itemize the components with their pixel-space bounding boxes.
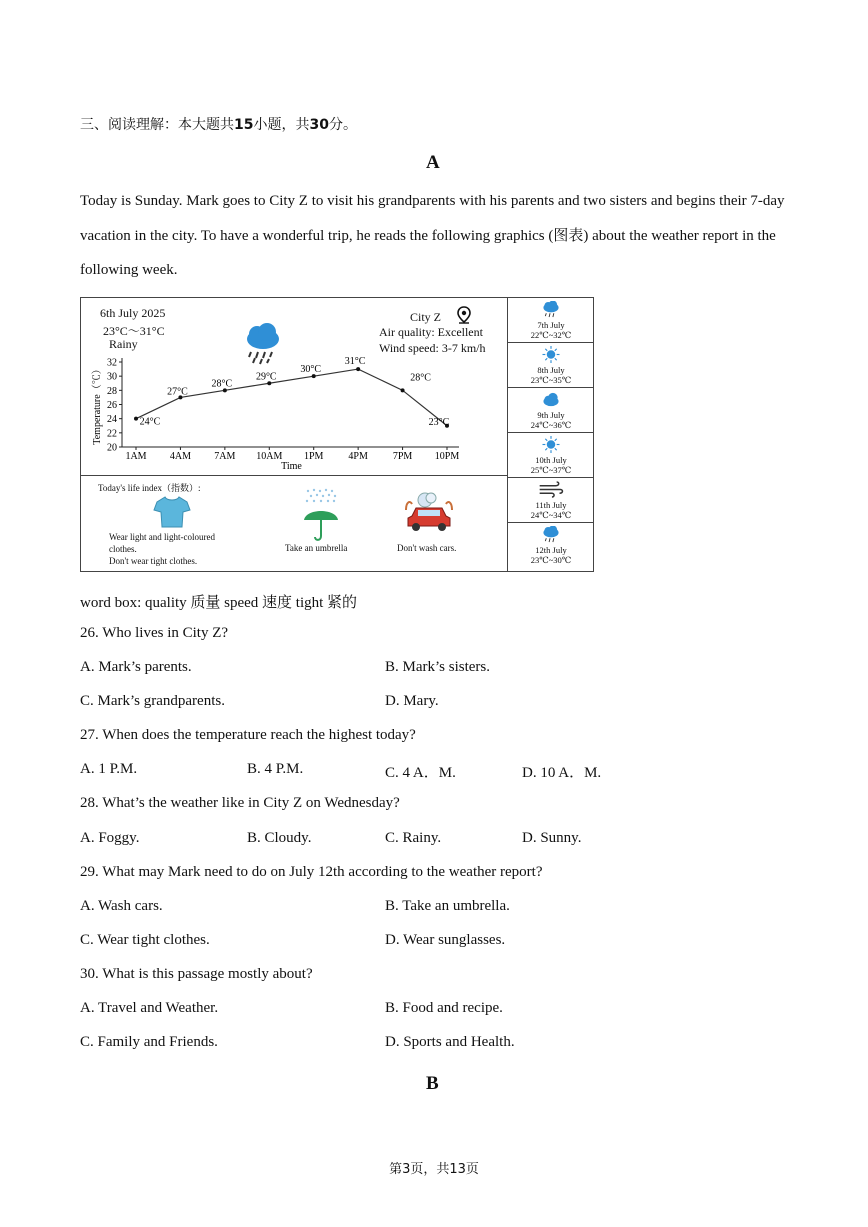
life-item-clothes-line2: clothes. (109, 544, 137, 554)
forecast-range: 24℃~34℃ (530, 510, 572, 520)
location-pin-icon (457, 306, 471, 324)
today-weather-panel (81, 298, 508, 476)
forecast-day: 10th July (535, 455, 567, 465)
data-point (401, 388, 405, 392)
temp-range: 23°C～31°C (103, 324, 165, 338)
forecast-day: 7th July (537, 320, 565, 330)
forecast-day-6 (508, 523, 594, 572)
question-29: 29. What may Mark need to do on July 12th according to the weather report? (80, 864, 543, 880)
q26-option-b: B. Mark’s sisters. (385, 659, 490, 675)
forecast-day-5 (508, 478, 594, 523)
data-label: 27°C (167, 386, 188, 398)
q30-option-a: A. Travel and Weather. (80, 1000, 219, 1016)
q28-option-c: C. Rainy. (385, 830, 442, 846)
x-tick-label: 7AM (214, 451, 236, 462)
forecast-day: 9th July (537, 410, 565, 420)
weather-condition: Rainy (109, 337, 138, 351)
weekly-forecast-panel (508, 298, 594, 572)
score-total: 30 (309, 117, 329, 133)
passage-a-title: A (426, 152, 440, 173)
forecast-range: 24℃~36℃ (530, 420, 572, 430)
life-item-clothes-line3: Don't wear tight clothes. (109, 556, 198, 566)
data-label: 24°C (139, 416, 161, 428)
q29-option-c: C. Wear tight clothes. (80, 932, 210, 948)
forecast-range: 23℃~35℃ (530, 375, 572, 385)
temperature-line-chart (81, 350, 501, 474)
q27-option-a: A. 1 P.M. (80, 761, 138, 777)
data-label: 31°C (344, 356, 366, 368)
q30-option-b: B. Food and recipe. (385, 1000, 503, 1016)
question-27: 27. When does the temperature reach the highest today? (80, 727, 416, 743)
sun-icon (541, 346, 561, 363)
data-label: 28°C (410, 372, 431, 384)
forecast-range: 25℃~37℃ (530, 465, 572, 475)
life-item-carwash-text: Don't wash cars. (397, 543, 457, 553)
x-tick-label: 4PM (348, 451, 368, 462)
section-header-suffix: 分。 (328, 117, 357, 133)
y-tick-label: 26 (107, 400, 117, 411)
page-footer: 第3页，共13页 (389, 1162, 479, 1177)
forecast-day-4 (508, 433, 594, 478)
city-name: City Z (410, 310, 442, 324)
q28-option-d: D. Sunny. (522, 830, 582, 846)
q26-option-d: D. Mary. (385, 693, 439, 709)
section-header-prefix: 三、阅读理解：本大题共 (80, 117, 234, 133)
q29-option-a: A. Wash cars. (80, 898, 163, 914)
x-tick-label: 10AM (256, 451, 283, 462)
y-axis-label: Temperature（℃） (92, 364, 103, 445)
question-28: 28. What’s the weather like in City Z on Wednesday? (80, 795, 400, 811)
rain-cloud-icon (541, 526, 561, 543)
q29-option-d: D. Wear sunglasses. (385, 932, 506, 948)
forecast-day-1 (508, 298, 594, 343)
y-tick-label: 32 (107, 357, 117, 369)
forecast-range: 22℃~32℃ (530, 330, 572, 340)
shirt-icon (153, 494, 191, 528)
question-count: 15 (234, 117, 254, 133)
y-tick-label: 28 (107, 385, 117, 397)
data-label: 23°C (428, 416, 450, 428)
q27-option-d: D. 10 A．M. (522, 765, 602, 781)
forecast-day-2 (508, 343, 594, 388)
sun-icon (541, 436, 561, 453)
life-item-clothes-text (109, 531, 215, 567)
x-tick-label: 7PM (392, 451, 413, 462)
y-tick-label: 22 (107, 428, 117, 440)
wind-icon (538, 481, 564, 498)
rain-cloud-icon (541, 301, 561, 318)
question-30: 30. What is this passage mostly about? (80, 966, 313, 982)
y-tick-label: 20 (107, 442, 117, 454)
question-26: 26. Who lives in City Z? (80, 625, 229, 641)
y-tick-label: 24 (107, 414, 117, 426)
cloud-icon (541, 391, 561, 408)
life-item-clothes-line1: Wear light and light-coloured (109, 532, 215, 542)
q27-option-c: C. 4 A．M. (385, 765, 456, 781)
forecast-day-3 (508, 388, 594, 433)
data-point (134, 417, 138, 421)
x-tick-label: 1AM (125, 451, 147, 462)
forecast-day: 8th July (537, 365, 565, 375)
report-date: 6th July 2025 (100, 306, 166, 320)
wind-speed: Wind speed: 3-7 km/h (379, 341, 486, 355)
life-index-panel (81, 476, 508, 572)
q26-option-a: A. Mark’s parents. (80, 659, 192, 675)
umbrella-icon (302, 488, 340, 542)
x-tick-label: 1PM (303, 451, 324, 462)
air-quality: Air quality: Excellent (379, 325, 483, 339)
q26-option-c: C. Mark’s grandparents. (80, 693, 225, 709)
section-header-middle: 小题，共 (253, 117, 310, 133)
forecast-day: 12th July (535, 545, 567, 555)
x-axis-label: Time (281, 461, 302, 472)
forecast-day: 11th July (535, 500, 567, 510)
passage-a-text: Today is Sunday. Mark goes to City Z to visit his grandparents with his parents and two sisters and begins their 7-day vacation in the city. To have a wonderful trip, he reads the following graphics (图表) about the weather report in the following week. (80, 193, 785, 278)
weather-report-figure (80, 297, 594, 572)
q28-option-a: A. Foggy. (80, 830, 140, 846)
q28-option-b: B. Cloudy. (247, 830, 312, 846)
data-label: 29°C (255, 371, 277, 383)
x-tick-label: 4AM (169, 451, 191, 462)
q29-option-b: B. Take an umbrella. (385, 898, 510, 914)
car-wash-icon (404, 490, 454, 534)
life-index-title: Today's life index（指数）: (98, 483, 201, 493)
x-tick-label: 10PM (434, 451, 460, 462)
data-label: 28°C (211, 378, 233, 390)
q27-option-b: B. 4 P.M. (247, 761, 304, 777)
passage-b-title: B (426, 1073, 439, 1094)
q30-option-c: C. Family and Friends. (80, 1034, 218, 1050)
section-header (80, 114, 357, 134)
y-tick-label: 30 (107, 371, 117, 383)
data-point (356, 367, 360, 371)
life-item-umbrella-text: Take an umbrella (285, 543, 348, 553)
data-label: 30°C (300, 364, 322, 376)
word-box: word box: quality 质量 speed 速度 tight 紧的 (80, 595, 358, 611)
q30-option-d: D. Sports and Health. (385, 1034, 515, 1050)
forecast-range: 23℃~30℃ (530, 555, 572, 565)
